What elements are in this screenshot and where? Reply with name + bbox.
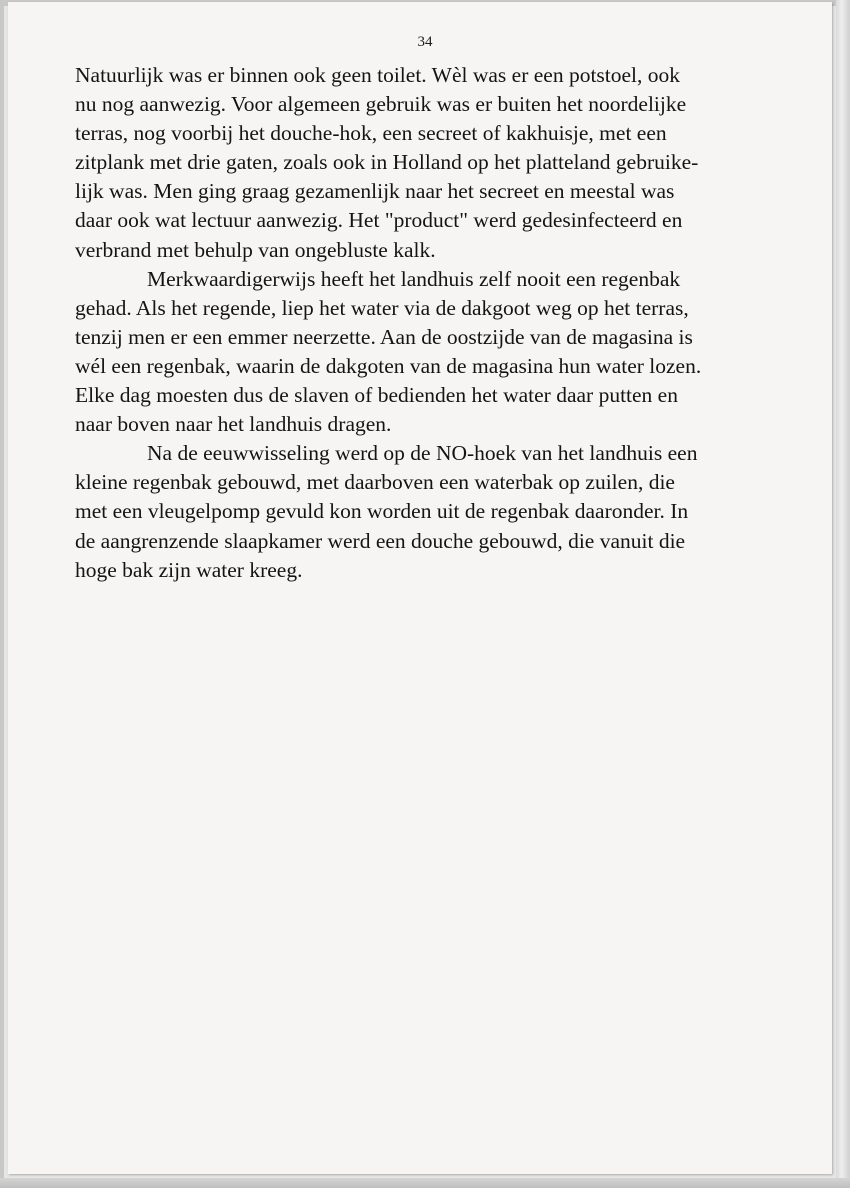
text-line: kleine regenbak gebouwd, met daarboven een waterbak op zuilen, die xyxy=(75,470,675,495)
text-line: wél een regenbak, waarin de dakgoten van de magasina hun water lozen. xyxy=(75,353,702,378)
body-text xyxy=(75,61,775,585)
text-line: naar boven naar het landhuis dragen. xyxy=(75,412,392,437)
text-line: Elke dag moesten dus de slaven of bedienden het water daar putten en xyxy=(75,383,678,408)
text-line: hoge bak zijn water kreeg. xyxy=(75,557,303,582)
text-line: terras, nog voorbij het douche-hok, een secreet of kakhuisje, met een xyxy=(75,121,667,146)
text-line: lijk was. Men ging graag gezamenlijk naar het secreet en meestal was xyxy=(75,179,675,204)
text-line: met een vleugelpomp gevuld kon worden uit de regenbak daaronder. In xyxy=(75,499,689,524)
text-line: de aangrenzende slaapkamer werd een douche gebouwd, die vanuit die xyxy=(75,528,686,553)
text-line: gehad. Als het regende, liep het water via de dakgoot weg op het terras, xyxy=(75,295,689,320)
text-line: tenzij men er een emmer neerzette. Aan de oostzijde van de magasina is xyxy=(75,324,693,349)
page-number: 34 xyxy=(417,34,433,50)
text-line: Merkwaardigerwijs heeft het landhuis zelf nooit een regenbak xyxy=(147,266,681,291)
page-stack-right-edge xyxy=(836,0,850,1188)
text-line: verbrand met behulp van ongebluste kalk. xyxy=(75,237,436,262)
page-stack-bottom-edge xyxy=(0,1178,850,1188)
text-line: Natuurlijk was er binnen ook geen toilet. Wèl was er een potstoel, ook xyxy=(75,63,681,87)
text-line: zitplank met drie gaten, zoals ook in Holland op het platteland gebruike- xyxy=(75,150,699,175)
text-line: daar ook wat lectuur aanwezig. Het "product" werd gedesinfecteerd en xyxy=(75,208,683,233)
text-line: nu nog aanwezig. Voor algemeen gebruik was er buiten het noordelijke xyxy=(75,92,687,117)
text-line: Na de eeuwwisseling werd op de NO-hoek van het landhuis een xyxy=(147,441,698,466)
